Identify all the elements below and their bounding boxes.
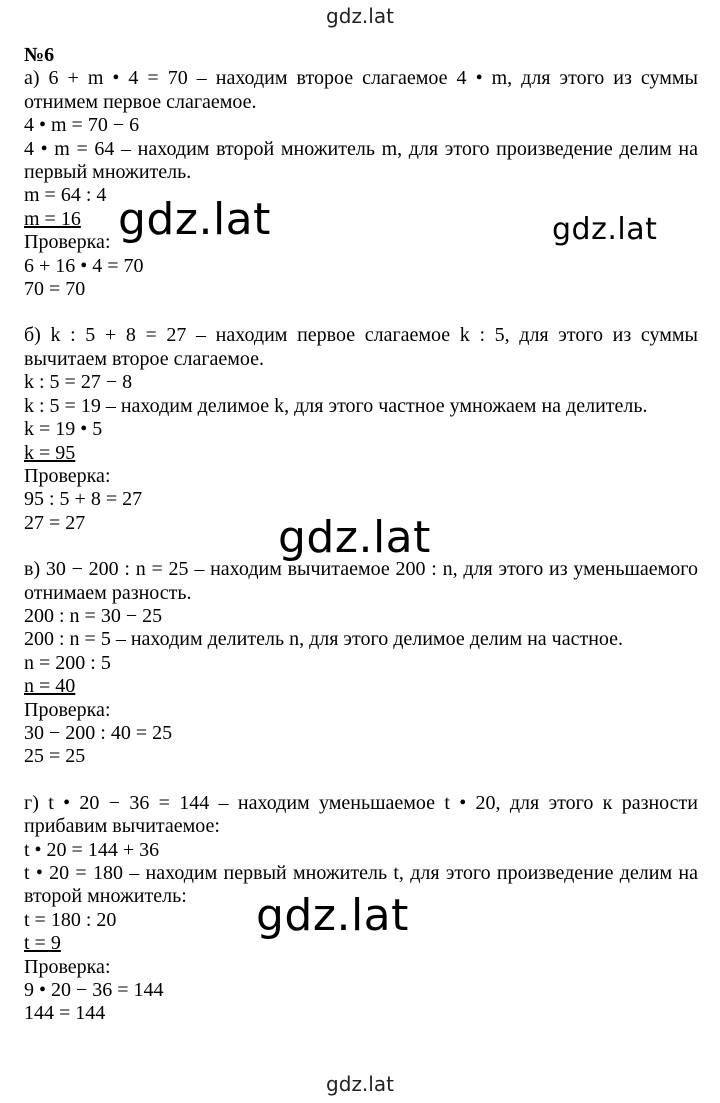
section-a-check-1: 6 + 16 • 4 = 70 [24,254,144,277]
section-a-line-2: 4 • m = 70 − 6 [24,114,140,137]
section-v-check-1: 30 − 200 : 40 = 25 [24,721,173,744]
watermark-1: gdz.lat [118,194,271,245]
section-g-line-2: t • 20 = 144 + 36 [24,838,160,861]
section-g-line-4: t = 180 : 20 [24,908,117,931]
section-a-check-2: 70 = 70 [24,278,86,301]
watermark-right: gdz.lat [552,212,658,247]
section-b-answer: k = 95 [24,441,76,464]
section-a-line-4: m = 64 : 4 [24,184,107,207]
watermark-3: gdz.lat [256,890,409,941]
task-number: №6 [24,44,55,66]
watermark-2: gdz.lat [278,512,431,563]
section-v-answer: n = 40 [24,675,76,698]
section-v-line-1: в) 30 − 200 : n = 25 – находим вычитаемое 200 : n, для этого из уменьшаемого отнимаем разность. [24,558,698,604]
section-b-line-3: k : 5 = 19 – находим делимое k, для этого частное умножаем на делитель. [24,394,648,417]
site-footer: gdz.lat [326,1072,394,1096]
section-g-answer: t = 9 [24,932,61,955]
section-g-check-2: 144 = 144 [24,1002,106,1025]
section-a-answer: m = 16 [24,207,81,230]
section-b-check-2: 27 = 27 [24,511,86,534]
section-b-line-4: k = 19 • 5 [24,418,103,441]
section-a-line-1: а) 6 + m • 4 = 70 – находим второе слагаемое 4 • m, для этого из суммы отнимем первое слагаемое. [24,67,698,113]
section-b-check-label: Проверка: [24,464,111,487]
section-b-check-1: 95 : 5 + 8 = 27 [24,488,143,511]
section-g-line-3: t • 20 = 180 – находим первый множитель t, для этого произведение делим на второй множитель: [24,862,698,908]
section-v-line-2: 200 : n = 30 − 25 [24,604,163,627]
section-v-check-label: Проверка: [24,698,111,721]
site-header: gdz.lat [326,4,394,28]
section-b-line-2: k : 5 = 27 − 8 [24,371,133,394]
section-v-line-4: n = 200 : 5 [24,651,111,674]
section-g-line-1: г) t • 20 − 36 = 144 – находим уменьшаемое t • 20, для этого к разности прибавим вычитаемое: [24,791,698,838]
section-a-line-3: 4 • m = 64 – находим второй множитель m, для этого произведение делим на первый множитель. [24,137,698,184]
section-v-check-2: 25 = 25 [24,745,86,768]
section-a-check-label: Проверка: [24,231,111,254]
section-b-line-1: б) k : 5 + 8 = 27 – находим первое слагаемое k : 5, для этого из суммы вычитаем второе слагаемое. [24,324,698,370]
section-g-check-label: Проверка: [24,955,111,978]
section-v-line-3: 200 : n = 5 – находим делитель n, для этого делимое делим на частное. [24,628,624,651]
section-g-check-1: 9 • 20 − 36 = 144 [24,979,164,1002]
